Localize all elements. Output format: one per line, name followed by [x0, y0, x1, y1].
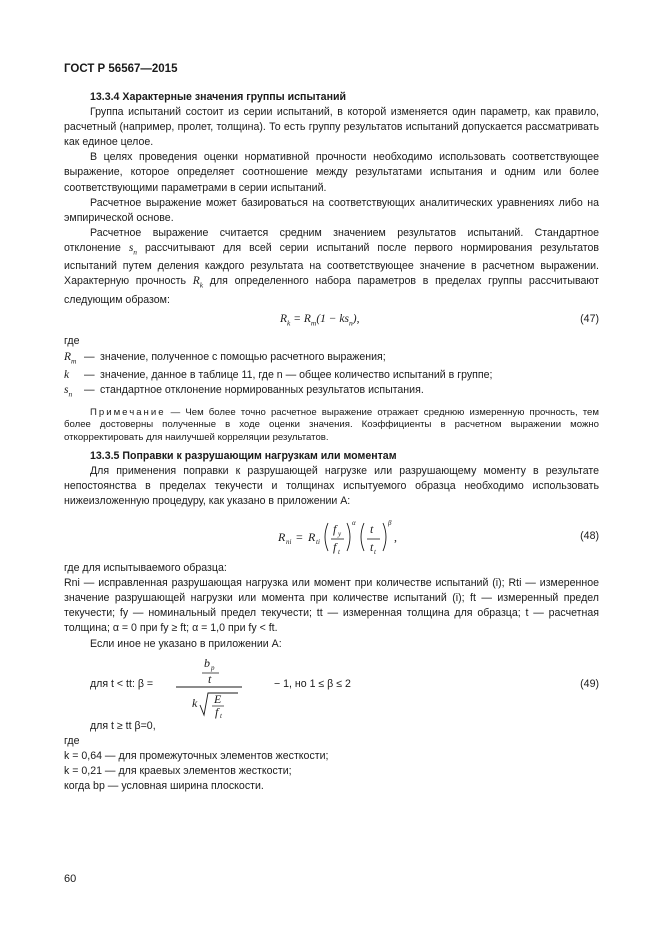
note: Примечание — Чем более точно расчетное выражение отражает среднюю измеренную прочность, тем более достоверны полученные в ходе оценки значения. Коэффициенты в расчетном выражении можно откорректировать для наилучшей корреляции результатов.	[64, 406, 599, 444]
formula-number: (49)	[580, 677, 599, 690]
svg-text:α: α	[352, 519, 356, 528]
svg-text:β: β	[388, 519, 392, 528]
section-title-13-3-4: 13.3.4 Характерные значения группы испытаний	[90, 91, 346, 103]
svg-text:k: k	[192, 695, 198, 710]
svg-text:t: t	[370, 540, 374, 555]
svg-text:t: t	[220, 711, 222, 719]
paragraph: Группа испытаний состоит из серии испытаний, в которой изменяется один параметр, как правило, расчетный (например, пролет, толщина). То есть группу результатов испытаний допускается рассматривать как единое целое.	[64, 106, 599, 149]
formula-number: (47)	[580, 312, 599, 325]
paragraph: Rni — исправленная разрушающая нагрузка или момент при количестве испытаний (i); Rti — измеренное значение разрушающей нагрузки или момента при количестве испытаний (i); ft — измеренный предел текучести; fy — номинальный предел текучести; tt — измеренная толщина для образца; t — расчетная толщина; α = 0 при fy ≥ ft; α = 1,0 при fy < ft.	[64, 577, 599, 635]
page-number: 60	[64, 873, 77, 885]
formula-number: (48)	[580, 530, 599, 543]
section-title-13-3-5: 13.3.5 Поправки к разрушающим нагрузкам или моментам	[90, 449, 397, 462]
svg-text:R: R	[308, 530, 316, 545]
document-header: ГОСТ Р 56567—2015	[64, 63, 178, 75]
svg-text:,: ,	[394, 530, 397, 545]
svg-text:y: y	[338, 530, 342, 539]
formula-text: $R_k = R_m(1 - ks_n)$,	[280, 312, 360, 328]
definition-item: $R_m$ — значение, полученное с помощью расчетного выражения;	[64, 351, 386, 366]
svg-text:=: =	[296, 530, 303, 545]
formula-48-graphic	[264, 513, 444, 561]
list-item: k = 0,64 — для промежуточных элементов жесткости;	[64, 749, 329, 762]
formula-49	[64, 655, 599, 719]
list-item: k = 0,21 — для краевых элементов жесткости;	[64, 764, 292, 777]
where-label: где для испытываемого образца:	[64, 562, 227, 575]
where-label: где	[64, 734, 80, 747]
formula-47	[64, 308, 599, 334]
document-body	[64, 90, 599, 794]
paragraph: Если иное не указано в приложении А:	[90, 637, 282, 650]
svg-text:f: f	[215, 704, 219, 719]
svg-text:f: f	[333, 522, 337, 537]
svg-text:f: f	[333, 540, 337, 555]
paragraph: Расчетное выражение может базироваться на соответствующих аналитических уравнениях либо на эмпирической основе.	[64, 196, 599, 224]
svg-text:t: t	[338, 548, 340, 557]
where-label: где	[64, 334, 80, 347]
definitions-list	[64, 350, 599, 402]
formula-48	[64, 513, 599, 561]
paragraph: Расчетное выражение считается средним значением результатов испытаний. Стандартное отклонение $s_n$ рассчитывают для всей серии испытаний после первого нормирования результатов испытаний путем деления каждого результата на соответствующее значение в расчетном выражении. Характерную прочность $R_k$ для определенного набора параметров в пределах группы рассчитывают следующим образом:	[64, 226, 600, 306]
svg-text:ti: ti	[316, 538, 320, 547]
svg-text:R: R	[278, 530, 286, 545]
formula-49-rhs: − 1, но 1 ≤ β ≤ 2	[274, 677, 351, 690]
formula-49-lhs: для t < tt: β =	[90, 677, 154, 690]
paragraph: Для применения поправки к разрушающей нагрузке или разрушающему моменту в результате непостоянства в пределах текучести и толщинах испытуемого образца необходимо использовать нижеизложенную процедуру, как указано в приложении А:	[64, 464, 599, 507]
definition-item: $s_n$ — стандартное отклонение нормированных результатов испытания.	[64, 384, 424, 399]
svg-text:p: p	[211, 663, 215, 672]
svg-text:E: E	[214, 691, 222, 706]
list-item: когда bp — условная ширина плоскости.	[64, 779, 264, 792]
svg-text:t: t	[374, 548, 376, 557]
definition-item: k — значение, данное в таблице 11, где n — общее количество испытаний в группе;	[64, 369, 493, 382]
svg-text:b: b	[204, 655, 210, 670]
svg-text:t: t	[370, 522, 374, 537]
svg-text:ni: ni	[286, 538, 292, 547]
svg-text:t: t	[208, 671, 212, 686]
paragraph: В целях проведения оценки нормативной прочности необходимо использовать соответствующее выражение, которое определяет соотношение между результатами испытания и одним или более соответствующими параметрами в серии испытаний.	[64, 151, 599, 194]
paragraph: для t ≥ tt β=0,	[90, 719, 156, 732]
formula-49-graphic	[172, 655, 272, 719]
